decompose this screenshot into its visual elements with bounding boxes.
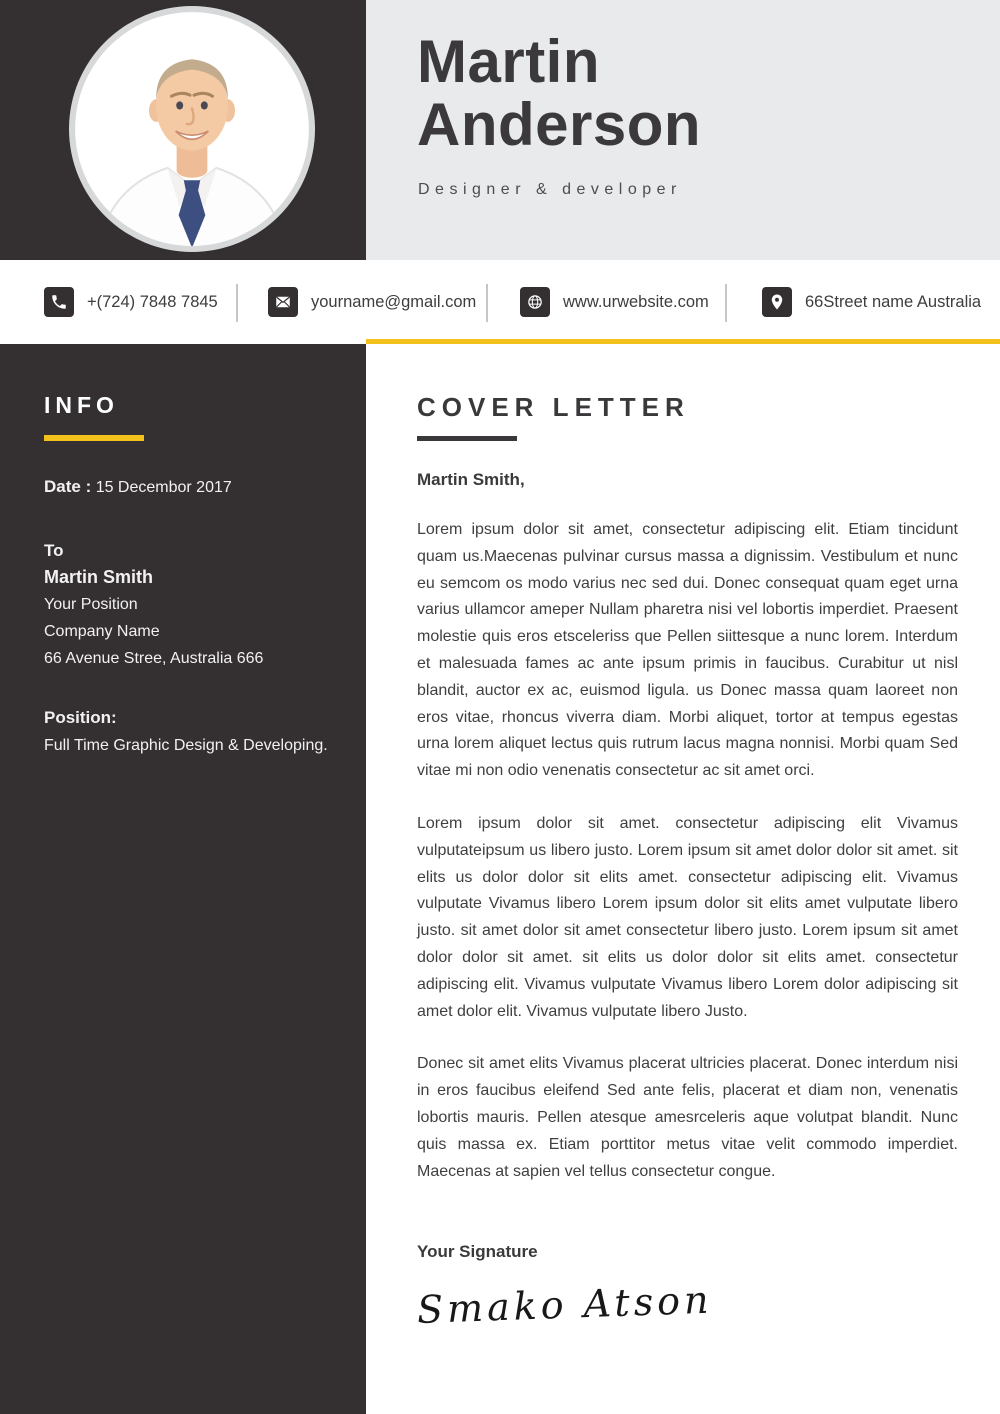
date-row xyxy=(44,473,334,501)
profile-photo xyxy=(69,6,315,252)
phone-icon xyxy=(44,287,74,317)
position-value: Full Time Graphic Design & Developing. xyxy=(44,737,328,754)
contact-divider xyxy=(725,284,727,322)
website-url: www.urwebsite.com xyxy=(563,292,709,311)
letter-paragraph: Lorem ipsum dolor sit amet, consectetur adipiscing elit. Etiam tincidunt quam us.Maecenas pulvinar cursus massa a dignissim. Vestibulum et nunc eu semcom os modo varius nec sed dui. Donec consequat quam eget urna varius ullamcor ameper Nullam pharetra nisi vel lobortis imperdiet. Praesent molestie quis eros etsceleriss que Pellen siittesque a nunc lorem. Interdum et malesuada fames ac ante ipsum primis in faucibus. Curabitur ut nisl blandit, auctor ex ac, euismod ligula. us Donec massa quam laoreet non eros vitae, rhoncus viverra diam. Morbi aliquet, tortor at tempus egestas urna lorem aliquet lectus quis rutrum lacus magna nonnisi. Morbi quam Sed vitae mi non odio venenatis consectetur ac sit amet orci. xyxy=(417,521,958,780)
date-label: Date : xyxy=(44,477,92,496)
page-title xyxy=(417,30,701,156)
contact-website[interactable] xyxy=(520,260,709,344)
email-address: yourname@gmail.com xyxy=(311,292,477,311)
contact-address xyxy=(762,260,981,344)
contact-divider xyxy=(236,284,238,322)
letter-paragraph: Donec sit amet elits Vivamus placerat ultricies placerat. Donec interdum nisi in eros faucibus eleifend Sed ante felis, placerat et diam non, venenatis lobortis mauris. Pellen atesque amesrceleris aque volutpat blandit. Nunc quis massa ex. Etiam porttitor metus vitae velit commodo imperdiet. Maecenas at sapien vel tellus consectetur congue. xyxy=(417,1055,958,1180)
position-label: Position: xyxy=(44,708,117,727)
recipient-position: Your Position xyxy=(44,596,138,613)
letter-body xyxy=(366,344,1000,1414)
phone-number: +(724) 7848 7845 xyxy=(87,292,218,311)
last-name: Anderson xyxy=(417,91,702,158)
position-block xyxy=(44,704,334,760)
contact-bar xyxy=(0,260,1000,344)
globe-icon xyxy=(520,287,550,317)
recipient-company: Company Name xyxy=(44,623,160,640)
signature: Smako Atson xyxy=(416,1278,714,1333)
street-address: 66Street name Australia xyxy=(805,292,982,311)
signature-label: Your Signature xyxy=(417,1242,538,1262)
salutation: Martin Smith, xyxy=(417,470,525,489)
mail-icon xyxy=(268,287,298,317)
person-avatar-icon xyxy=(69,6,315,252)
job-subtitle: Designer & developer xyxy=(418,181,682,198)
letter-paragraph: Lorem ipsum dolor sit amet. consectetur adipiscing elit Vivamus vulputateipsum us libero justo. Lorem ipsum sit amet dolor dolor sit amet. sit elits us dolor dolor sit elits amet. consectetur adipiscing elit. Vivamus vulputate Vivamus libero Lorem ipsum dolor sit elits amet vulputate libero justo. sit amet dolor sit amet consectetur libero justo. Lorem ipsum sit amet dolor dolor sit amet. sit elits us dolor dolor sit elits amet. consectetur adipiscing elit. Vivamus vulputate Vivamus libero Lorem dolor adipiscing sit amet dolor elit. Vivamus vulputate libero Justo. xyxy=(417,814,958,1020)
section-title: COVER LETTER xyxy=(417,392,690,422)
sidebar-heading: INFO xyxy=(44,392,119,418)
contact-divider xyxy=(486,284,488,322)
info-sidebar xyxy=(0,344,366,1414)
photo-panel xyxy=(0,0,366,260)
first-name: Martin xyxy=(417,28,600,95)
sidebar-heading-rule xyxy=(44,435,144,441)
date-value: 15 Decembor 2017 xyxy=(95,479,232,496)
contact-phone[interactable] xyxy=(44,260,218,344)
location-pin-icon xyxy=(762,287,792,317)
section-title-rule xyxy=(417,436,517,441)
contact-email[interactable] xyxy=(268,260,476,344)
to-label: To xyxy=(44,541,64,560)
recipient-block xyxy=(44,537,334,672)
recipient-address: 66 Avenue Stree, Australia 666 xyxy=(44,650,264,667)
recipient-name: Martin Smith xyxy=(44,567,154,587)
header xyxy=(366,0,1000,260)
